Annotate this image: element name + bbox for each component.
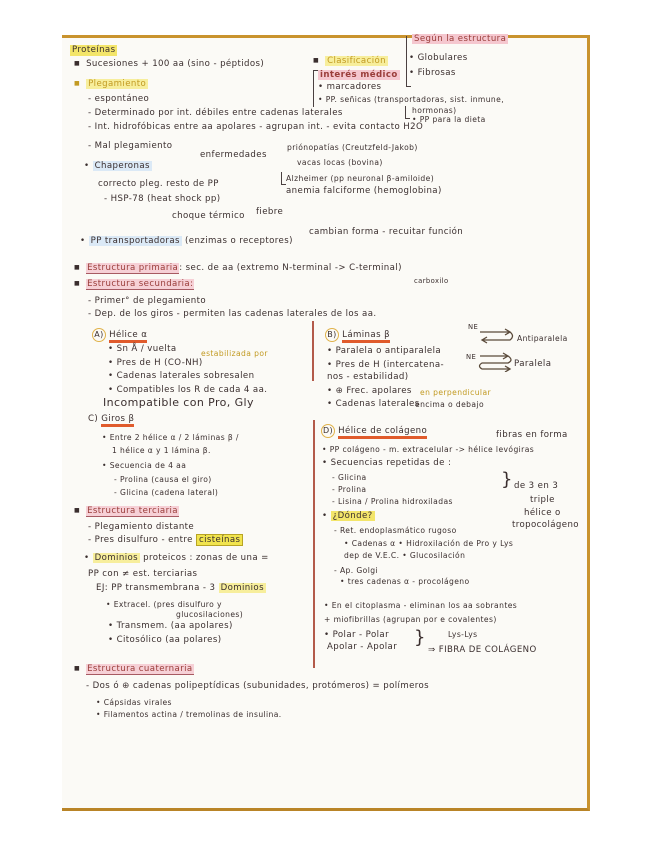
incompatible-text: Incompatible con Pro, Gly xyxy=(103,396,254,409)
terciaria-line xyxy=(74,506,179,517)
laminas-item: • ⊕ Frec. apolares xyxy=(327,386,412,396)
tres-cadenas-text: • tres cadenas α - procolágeno xyxy=(340,577,470,586)
label-d: D) xyxy=(321,424,335,438)
choque-text: choque térmico xyxy=(172,211,245,221)
interes-medico-label xyxy=(318,70,400,81)
primaria-heading: Estructura primaria xyxy=(87,263,179,273)
hidrofobicas-text: - Int. hidrofóbicas entre aa apolares - agrupan int. - evita contacto H2O xyxy=(88,122,424,132)
dep-vec-text: dep de V.E.C. • Glucosilación xyxy=(344,551,466,560)
colageno-title: Hélice de colágeno xyxy=(338,426,427,439)
pp-dieta-text: • PP para la dieta xyxy=(412,115,486,124)
helice-alfa-item: • Pres de H (CO-NH) xyxy=(108,358,203,368)
dieta-bracket xyxy=(405,106,410,119)
pp-transportadoras-line: • PP transportadoras (enzimas o receptores) xyxy=(80,236,293,246)
label-a: A) xyxy=(92,328,106,342)
golgi-text: - Ap. Golgi xyxy=(334,566,378,575)
donde-line: • ¿Dónde? xyxy=(322,511,373,521)
dep-giros-text: - Dep. de los giros - permiten las cadenas laterales de los aa. xyxy=(88,309,377,319)
donde-label: ¿Dónde? xyxy=(332,511,373,521)
capsidas-text: • Cápsidas virales xyxy=(96,698,172,707)
espontaneo-text: - espontáneo xyxy=(88,94,150,104)
perpendicular-text: en perpendicular xyxy=(420,388,492,397)
marcadores-text: • marcadores xyxy=(318,82,382,92)
mal-plegamiento-text: - Mal plegamiento xyxy=(88,141,173,151)
citosolico-text: • Citosólico (aa polares) xyxy=(108,635,222,645)
vacas-locas-text: vacas locas (bovina) xyxy=(297,158,383,167)
helice-alfa-item: • Cadenas laterales sobresalen xyxy=(108,371,255,381)
encima-text: encima o debajo xyxy=(415,400,485,409)
helice-alfa-title: Hélice α xyxy=(109,330,147,343)
polar-text: • Polar - Polar xyxy=(324,630,390,640)
colageno-item: • PP colágeno - m. extracelular -> hélice levógiras xyxy=(322,445,535,454)
ret-text: - Ret. endoplasmático rugoso xyxy=(334,526,457,535)
giros-item: • Secuencia de 4 aa xyxy=(102,461,187,470)
helice-alfa-item: • Sn Å / vuelta xyxy=(108,344,177,354)
plegamiento-label: Plegamiento xyxy=(88,79,147,89)
colageno-item: - Lisina / Prolina hidroxiladas xyxy=(332,497,453,506)
priones-text: priónopatías (Creutzfeld-Jakob) xyxy=(287,143,418,152)
tropocolageno-text: tropocolágeno xyxy=(512,520,579,530)
citoplasma-text: • En el citoplasma - eliminan los aa sobrantes xyxy=(324,601,518,610)
clasificacion-heading xyxy=(313,56,388,67)
primaria-text: : sec. de aa (extremo N-terminal -> C-terminal) xyxy=(179,263,402,273)
alzheimer-text: Alzheimer (pp neuronal β-amiloide) xyxy=(286,174,435,183)
enfermedades-text: enfermedades xyxy=(200,150,267,160)
secundaria-heading: Estructura secundaria: xyxy=(87,279,194,289)
paralela-text: Paralela xyxy=(514,359,552,369)
glucos-text: glucosilaciones) xyxy=(176,610,244,619)
label-c: C) xyxy=(88,414,99,424)
clasificacion-label: Clasificación xyxy=(327,56,387,66)
filamentos-text: • Filamentos actina / tremolinas de insulina. xyxy=(96,710,282,719)
giros-item: • Entre 2 hélice α / 2 láminas β / xyxy=(102,433,239,442)
cambian-text: cambian forma - recuitar función xyxy=(309,227,464,237)
cadenas-text: • Cadenas α • Hidroxilación de Pro y Lys xyxy=(344,539,514,548)
laminas-beta-heading xyxy=(325,328,390,342)
helice-o-text: hélice o xyxy=(524,508,561,518)
anemia-text: anemia falciforme (hemoglobina) xyxy=(286,186,442,196)
pp-con-text: PP con ≠ est. terciarias xyxy=(88,569,198,579)
primaria-line xyxy=(74,263,402,274)
page-title: Proteínas xyxy=(72,45,116,55)
giros-item: 1 hélice α y 1 lámina β. xyxy=(112,446,211,455)
pres-disulfuro-line xyxy=(88,535,243,546)
helice-alfa-heading xyxy=(92,328,147,342)
giros-beta-heading xyxy=(88,414,134,425)
fibras-text: fibras en forma xyxy=(496,430,568,440)
giros-beta-title: Giros β xyxy=(101,414,134,427)
ne-top: NE xyxy=(468,323,479,331)
pp-transportadoras-label: PP transportadoras xyxy=(90,236,180,246)
colageno-item: - Glicina xyxy=(332,473,367,482)
laminas-beta-title: Láminas β xyxy=(342,330,390,343)
colageno-item: - Prolina xyxy=(332,485,367,494)
pres-disulfuro-text: - Pres disulfuro - entre xyxy=(88,535,193,545)
brace-icon: } xyxy=(414,627,426,648)
giros-item: - Glicina (cadena lateral) xyxy=(114,488,219,497)
secundaria-line xyxy=(74,279,194,290)
colageno-heading xyxy=(321,424,427,438)
cuaternaria-line xyxy=(74,664,194,675)
hsp-text: - HSP-78 (heat shock pp) xyxy=(104,194,221,204)
fiebre-text: fiebre xyxy=(256,207,284,217)
disease-bracket xyxy=(281,172,286,185)
triple-text: triple xyxy=(530,495,555,505)
dominios-text: proteicos : zonas de una = xyxy=(143,553,269,563)
miofibrillas-text: + miofibrillas (agrupan por e covalentes) xyxy=(324,615,497,624)
correcto-text: correcto pleg. resto de PP xyxy=(98,179,219,189)
beta-sheet-arrows-icon xyxy=(478,326,518,372)
dominios-label: Dominios xyxy=(94,553,139,563)
colageno-item: • Secuencias repetidas de : xyxy=(322,458,452,468)
de3en3-text: de 3 en 3 xyxy=(514,481,559,491)
pp-transportadoras-tail: (enzimas o receptores) xyxy=(185,236,293,246)
globulares-text: • Globulares xyxy=(409,53,468,63)
sucesiones-text: ■ Sucesiones + 100 aa (sino - péptidos) xyxy=(74,59,264,70)
fibra-colageno-text: ⇒ FIBRA DE COLÁGENO xyxy=(428,645,537,655)
laminas-item: • Pres de H (intercatena- xyxy=(327,360,444,370)
fibra-colageno-label: FIBRA DE COLÁGENO xyxy=(438,645,537,655)
fibrosas-text: • Fibrosas xyxy=(409,68,456,78)
laminas-item: nos - estabilidad) xyxy=(327,372,409,382)
lys-text: Lys-Lys xyxy=(448,630,478,639)
ej-line xyxy=(96,583,266,594)
antiparalela-text: Antiparalela xyxy=(517,334,568,343)
apolar-text: Apolar - Apolar xyxy=(327,642,398,652)
laminas-item: • Paralela o antiparalela xyxy=(327,346,442,356)
segun-estructura-label xyxy=(412,34,508,45)
chaperonas-label: Chaperonas xyxy=(94,161,150,171)
terciaria-heading: Estructura terciaria xyxy=(87,506,178,516)
interes-medico-text: interés médico xyxy=(320,70,398,80)
dos-cadenas-text: - Dos ó ⊕ cadenas polipeptídicas (subunidades, protómeros) = polímeros xyxy=(86,681,430,691)
extracel-text: • Extracel. (pres disulfuro y xyxy=(106,600,222,609)
primer-text: - Primer° de plegamiento xyxy=(88,296,207,306)
carboxilo-text: carboxilo xyxy=(414,277,449,285)
plegamiento-distante-text: - Plegamiento distante xyxy=(88,522,195,532)
cuaternaria-heading: Estructura cuaternaria xyxy=(87,664,193,674)
hormonas-text: hormonas) xyxy=(412,106,457,115)
dominios-line: • Dominios proteicos : zonas de una = xyxy=(84,553,269,563)
pp-senicas-text: • PP. señicas (transportadoras, sist. inmune, xyxy=(318,95,505,104)
ej-text: EJ: PP transmembrana - 3 xyxy=(96,583,216,593)
laminas-item: • Cadenas laterales xyxy=(327,399,420,409)
determinado-text: - Determinado por int. débiles entre cadenas laterales xyxy=(88,108,343,118)
dominios2-label: Dominios xyxy=(220,583,264,593)
transmem-text: • Transmem. (aa apolares) xyxy=(108,621,233,631)
cisteinas-label: cisteínas xyxy=(196,534,243,546)
brace-icon: } xyxy=(501,469,513,490)
chaperonas-heading: • Chaperonas xyxy=(84,161,150,171)
ne-bottom: NE xyxy=(466,353,477,361)
giros-item: - Prolina (causa el giro) xyxy=(114,475,212,484)
helice-alfa-item: • Compatibles los R de cada 4 aa. xyxy=(108,385,268,395)
column-divider-top xyxy=(312,321,314,381)
plegamiento-heading xyxy=(74,79,148,90)
column-divider xyxy=(313,420,315,668)
estabilizada-text: estabilizada por xyxy=(201,349,268,358)
label-b: B) xyxy=(325,328,339,342)
segun-estructura-text: Según la estructura xyxy=(414,34,507,44)
